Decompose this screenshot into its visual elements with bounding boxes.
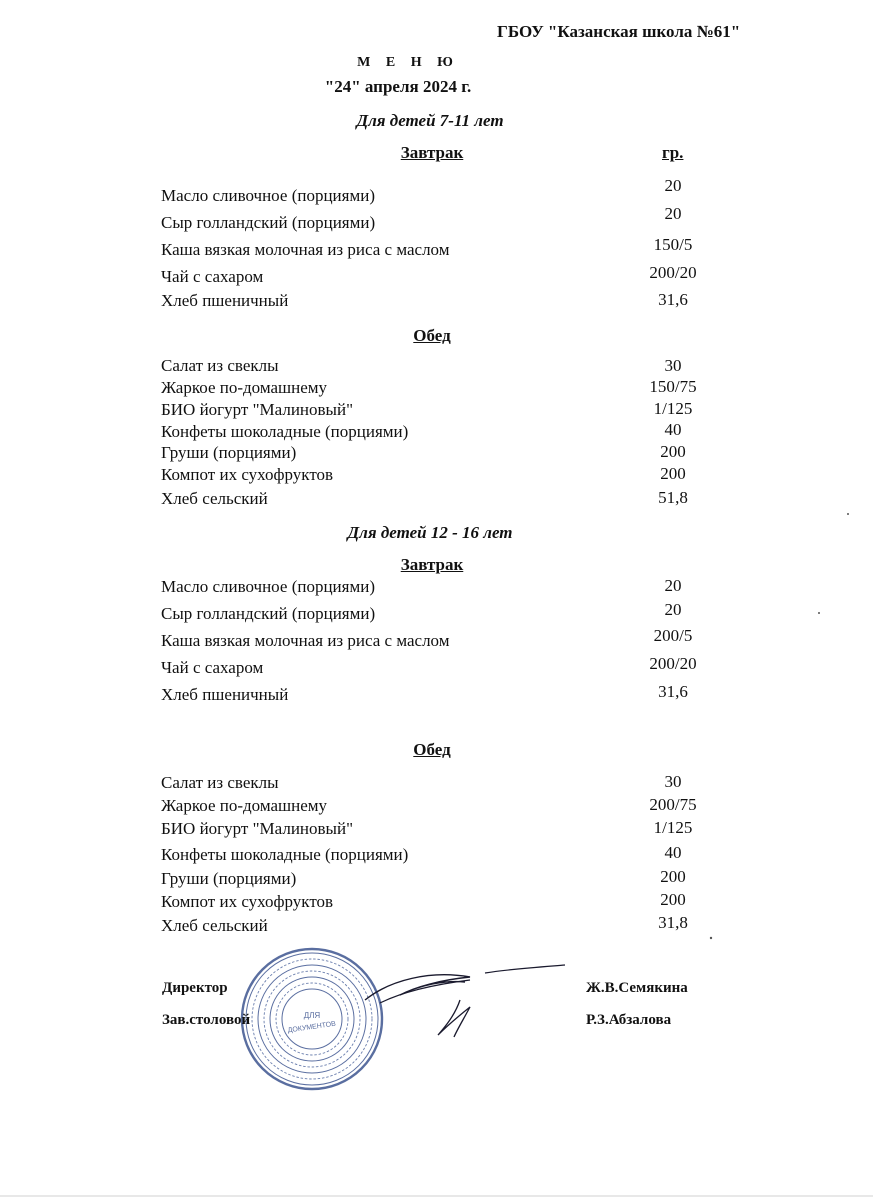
menu-item-grams: 31,6 bbox=[658, 682, 688, 701]
canteen-head-label: Зав.столовой bbox=[162, 1012, 251, 1028]
menu-item-grams: 40 bbox=[664, 843, 682, 862]
menu-item-name: Компот их сухофруктов bbox=[161, 465, 334, 484]
menu-item-name: Чай с сахаром bbox=[161, 267, 264, 286]
grams-column-header: гр. bbox=[662, 143, 684, 162]
menu-item-grams: 200 bbox=[660, 890, 686, 909]
menu-item-name: Каша вязкая молочная из риса с маслом bbox=[161, 240, 450, 259]
stamp-inner-text-1: ДЛЯ bbox=[303, 1011, 321, 1020]
menu-item-grams: 200/20 bbox=[649, 263, 697, 282]
menu-item-grams: 1/125 bbox=[653, 818, 693, 837]
signature-stroke bbox=[438, 1000, 470, 1037]
menu-item-name: Жаркое по-домашнему bbox=[161, 796, 328, 815]
menu-item-name: Хлеб сельский bbox=[161, 489, 268, 508]
menu-item-grams: 200/5 bbox=[653, 626, 693, 645]
menu-item-name: Чай с сахаром bbox=[161, 658, 264, 677]
menu-item-name: Масло сливочное (порциями) bbox=[161, 577, 375, 596]
scan-speck bbox=[710, 937, 712, 939]
menu-item-name: Груши (порциями) bbox=[161, 869, 297, 888]
menu-item-grams: 20 bbox=[664, 600, 682, 619]
director-label: Директор bbox=[162, 980, 228, 996]
canteen-head-name: Р.З.Абзалова bbox=[586, 1012, 672, 1028]
menu-item-name: Хлеб сельский bbox=[161, 916, 268, 935]
menu-item-grams: 200 bbox=[660, 867, 686, 886]
signature-stroke bbox=[365, 975, 470, 1000]
menu-item-grams: 200/75 bbox=[649, 795, 697, 814]
menu-item-grams: 20 bbox=[664, 204, 682, 223]
menu-item-name: Компот их сухофруктов bbox=[161, 892, 334, 911]
menu-item-name: Хлеб пшеничный bbox=[161, 291, 289, 310]
scan-speck bbox=[847, 513, 849, 515]
menu-item-grams: 20 bbox=[664, 176, 682, 195]
age-group-title: Для детей 12 - 16 лет bbox=[347, 523, 513, 542]
menu-item-name: Конфеты шоколадные (порциями) bbox=[161, 422, 409, 441]
menu-item-grams: 200 bbox=[660, 442, 686, 461]
menu-item-name: Жаркое по-домашнему bbox=[161, 378, 328, 397]
menu-item-name: Хлеб пшеничный bbox=[161, 685, 289, 704]
menu-date: "24" апреля 2024 г. bbox=[324, 77, 472, 96]
menu-item-name: Салат из свеклы bbox=[161, 356, 279, 375]
menu-item-name: Сыр голландский (порциями) bbox=[161, 604, 376, 623]
section-title-lunch: Обед bbox=[413, 740, 451, 759]
menu-item-grams: 31,8 bbox=[658, 913, 688, 932]
menu-item-grams: 30 bbox=[664, 356, 682, 375]
organization-name: ГБОУ "Казанская школа №61" bbox=[497, 22, 741, 41]
menu-item-grams: 31,6 bbox=[658, 290, 688, 309]
menu-item-grams: 20 bbox=[664, 576, 682, 595]
menu-item-name: Масло сливочное (порциями) bbox=[161, 186, 375, 205]
menu-item-name: Груши (порциями) bbox=[161, 443, 297, 462]
menu-item-name: БИО йогурт "Малиновый" bbox=[161, 400, 354, 419]
menu-item-name: Конфеты шоколадные (порциями) bbox=[161, 845, 409, 864]
signature-stroke bbox=[485, 965, 565, 973]
menu-item-name: БИО йогурт "Малиновый" bbox=[161, 819, 354, 838]
menu-item-grams: 200/20 bbox=[649, 654, 697, 673]
director-name: Ж.В.Семякина bbox=[586, 980, 688, 996]
menu-item-grams: 40 bbox=[664, 420, 682, 439]
stamp-inner-text-2: ДОКУМЕНТОВ bbox=[287, 1020, 337, 1035]
menu-item-grams: 1/125 bbox=[653, 399, 693, 418]
menu-item-name: Каша вязкая молочная из риса с маслом bbox=[161, 631, 450, 650]
menu-item-grams: 150/5 bbox=[653, 235, 693, 254]
section-title-lunch: Обед bbox=[413, 326, 451, 345]
menu-item-name: Салат из свеклы bbox=[161, 773, 279, 792]
scan-speck bbox=[818, 612, 820, 614]
menu-title: М Е Н Ю bbox=[357, 55, 459, 70]
handwritten-signature bbox=[320, 955, 580, 1045]
menu-item-grams: 30 bbox=[664, 772, 682, 791]
menu-item-grams: 200 bbox=[660, 464, 686, 483]
menu-item-grams: 150/75 bbox=[649, 377, 697, 396]
section-title-breakfast: Завтрак bbox=[400, 143, 464, 162]
menu-item-name: Сыр голландский (порциями) bbox=[161, 213, 376, 232]
section-title-breakfast: Завтрак bbox=[400, 555, 464, 574]
age-group-title: Для детей 7-11 лет bbox=[356, 111, 504, 130]
menu-item-grams: 51,8 bbox=[658, 488, 688, 507]
